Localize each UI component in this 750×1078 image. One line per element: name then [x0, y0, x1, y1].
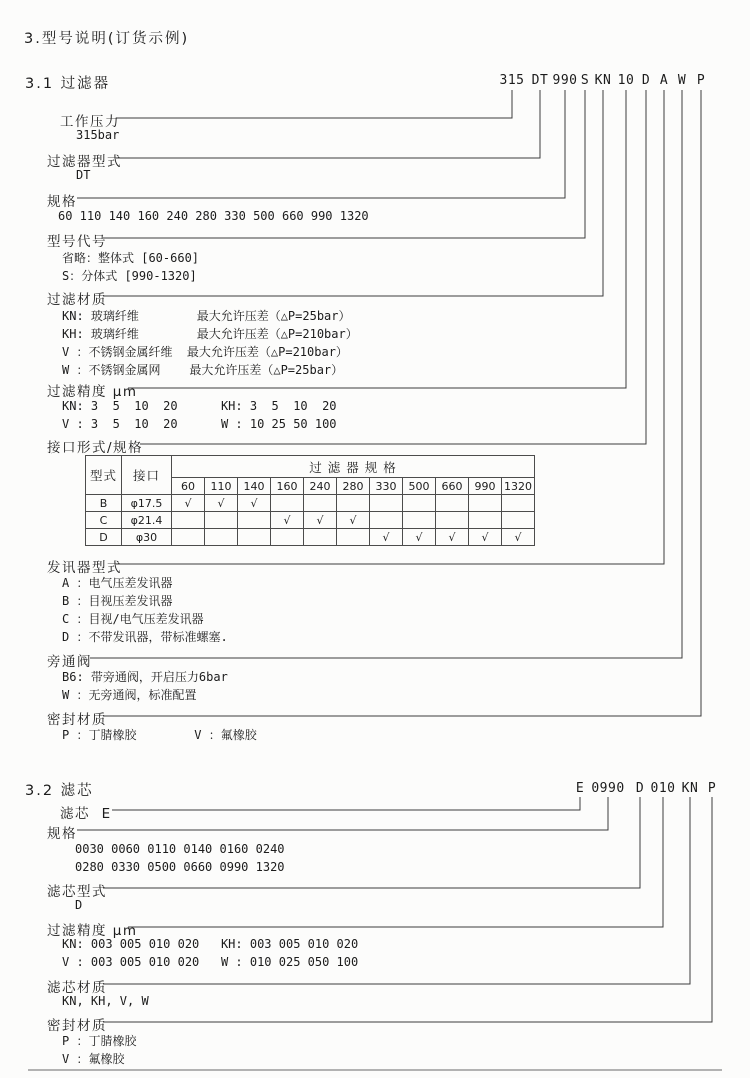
th-size: 280	[337, 478, 370, 495]
cell-check	[172, 512, 205, 529]
value-line: 315bar	[76, 128, 120, 142]
cell-check	[205, 512, 238, 529]
th-size: 660	[436, 478, 469, 495]
cell-check: √	[304, 512, 337, 529]
label-filter-type: 过滤器型式	[47, 154, 122, 170]
cell-check	[238, 512, 271, 529]
cell-check	[238, 529, 271, 546]
page-title: 3.型号说明(订货示例)	[24, 31, 190, 47]
cell-check	[502, 512, 535, 529]
value-line: 60 110 140 160 240 280 330 500 660 990 1320	[58, 209, 369, 223]
table-row-d	[86, 529, 535, 546]
cell-check	[403, 512, 436, 529]
code-segment-bypass: W	[677, 73, 687, 88]
value-line: D	[75, 898, 83, 912]
label-element-rating: 过滤精度 μm	[47, 923, 138, 939]
code-segment-element-material: KN	[681, 781, 699, 796]
cell-check: √	[238, 495, 271, 512]
cell-check	[337, 529, 370, 546]
cell-check	[304, 495, 337, 512]
value-line: W ：无旁通阀，标准配置	[62, 688, 197, 702]
th-type: 型式	[86, 456, 122, 495]
value-line: V ：氟橡胶	[62, 1052, 125, 1066]
value-line: A ：电气压差发讯器	[62, 576, 173, 590]
label-port-type: 接口形式/规格	[47, 440, 144, 456]
cell-check	[271, 529, 304, 546]
label-size: 规格	[47, 194, 77, 210]
connector-element-seal	[103, 797, 712, 1022]
value-line: P ：丁腈橡胶 V ：氟橡胶	[62, 728, 257, 742]
label-element: 滤芯 E	[60, 806, 112, 822]
connector-working-pressure	[116, 90, 512, 118]
cell-port: φ30	[122, 529, 172, 546]
label-indicator-type: 发讯器型式	[47, 560, 122, 576]
th-size: 140	[238, 478, 271, 495]
cell-check	[403, 495, 436, 512]
value-line: D ：不带发讯器，带标准螺塞.	[62, 630, 228, 644]
code-segment-element-seal: P	[707, 781, 717, 796]
table-row-c	[86, 512, 535, 529]
code-segment-size: 990	[552, 73, 578, 88]
value-line: W ：不锈钢金属网 最大允许压差（△P=25bar）	[62, 363, 344, 377]
value-line: V : 3 5 10 20 W : 10 25 50 100	[62, 417, 337, 431]
label-model-code: 型号代号	[47, 234, 107, 250]
cell-port: φ17.5	[122, 495, 172, 512]
value-line: C ：目视/电气压差发讯器	[62, 612, 204, 626]
value-line: KN, KH, V, W	[62, 994, 149, 1008]
value-line: KN: 003 005 010 020 KH: 003 005 010 020	[62, 937, 359, 951]
code-segment-indicator: A	[659, 73, 669, 88]
code-segment-material: KN	[594, 73, 612, 88]
cell-check: √	[502, 529, 535, 546]
label-seal-material: 密封材质	[47, 712, 107, 728]
cell-check	[271, 495, 304, 512]
value-line: S：分体式 [990-1320]	[62, 269, 197, 283]
value-line: KN: 3 5 10 20 KH: 3 5 10 20	[62, 399, 337, 413]
connector-size	[77, 90, 565, 198]
cell-check	[205, 529, 238, 546]
cell-check: √	[271, 512, 304, 529]
label-filter-material: 过滤材质	[47, 292, 107, 308]
value-line: B ：目视压差发讯器	[62, 594, 173, 608]
cell-check: √	[436, 529, 469, 546]
cell-check: √	[205, 495, 238, 512]
value-line: 0280 0330 0500 0660 0990 1320	[75, 860, 285, 874]
th-size: 240	[304, 478, 337, 495]
th-size: 110	[205, 478, 238, 495]
cell-check	[436, 495, 469, 512]
code-segment-rating: 10	[617, 73, 635, 88]
section-3-1-title: 3.1 过滤器	[25, 76, 111, 92]
cell-check: √	[172, 495, 205, 512]
th-filter-sizes: 过 滤 器 规 格	[172, 456, 535, 478]
connector-element	[112, 797, 580, 810]
th-size: 160	[271, 478, 304, 495]
cell-check	[337, 495, 370, 512]
cell-check	[304, 529, 337, 546]
connector-element-size	[77, 797, 608, 830]
table-row-b	[86, 495, 535, 512]
value-line: B6: 带旁通阀，开启压力6bar	[62, 670, 228, 684]
value-line: 0030 0060 0110 0140 0160 0240	[75, 842, 285, 856]
label-element-material: 滤芯材质	[47, 980, 107, 996]
label-element-type: 滤芯型式	[47, 884, 107, 900]
value-line: 省略：整体式 [60-660]	[62, 251, 200, 265]
cell-check	[436, 512, 469, 529]
cell-check: √	[370, 529, 403, 546]
section-3-2-title: 3.2 滤芯	[25, 783, 94, 799]
th-size: 60	[172, 478, 205, 495]
cell-check	[370, 495, 403, 512]
label-element-seal: 密封材质	[47, 1018, 107, 1034]
cell-check: √	[469, 529, 502, 546]
cell-check	[502, 495, 535, 512]
cell-check	[469, 512, 502, 529]
connector-port-type	[140, 90, 646, 444]
cell-type: D	[86, 529, 122, 546]
label-bypass-valve: 旁通阀	[47, 654, 92, 670]
code-segment-pressure: 315	[499, 73, 525, 88]
th-size: 330	[370, 478, 403, 495]
label-filtration-rating: 过滤精度 μm	[47, 384, 138, 400]
th-size: 1320	[502, 478, 535, 495]
th-size: 500	[403, 478, 436, 495]
value-line: DT	[76, 168, 91, 182]
code-segment-port: D	[641, 73, 651, 88]
th-port: 接口	[122, 456, 172, 495]
value-line: KN: 玻璃纤维 最大允许压差（△P=25bar）	[62, 309, 351, 323]
th-size: 990	[469, 478, 502, 495]
code-segment-model: S	[580, 73, 590, 88]
cell-check	[370, 512, 403, 529]
value-line: P ：丁腈橡胶	[62, 1034, 137, 1048]
value-line: V ：不锈钢金属纤维 最大允许压差（△P=210bar）	[62, 345, 348, 359]
label-element-size: 规格	[47, 826, 77, 842]
value-line: KH: 玻璃纤维 最大允许压差（△P=210bar）	[62, 327, 358, 341]
code-segment-seal: P	[696, 73, 706, 88]
cell-type: C	[86, 512, 122, 529]
cell-port: φ21.4	[122, 512, 172, 529]
code-segment-element-rating: 010	[650, 781, 676, 796]
cell-check: √	[403, 529, 436, 546]
label-working-pressure: 工作压力	[60, 114, 120, 130]
connector-filter-type	[116, 90, 540, 158]
cell-check	[469, 495, 502, 512]
value-line: V : 003 005 010 020 W : 010 025 050 100	[62, 955, 359, 969]
code-segment-type: DT	[531, 73, 549, 88]
code-segment-element-type: D	[635, 781, 645, 796]
cell-check: √	[337, 512, 370, 529]
port-spec-table	[85, 455, 535, 546]
code-segment-element-size: 0990	[591, 781, 625, 796]
code-segment-element: E	[575, 781, 585, 796]
cell-check	[172, 529, 205, 546]
cell-type: B	[86, 495, 122, 512]
